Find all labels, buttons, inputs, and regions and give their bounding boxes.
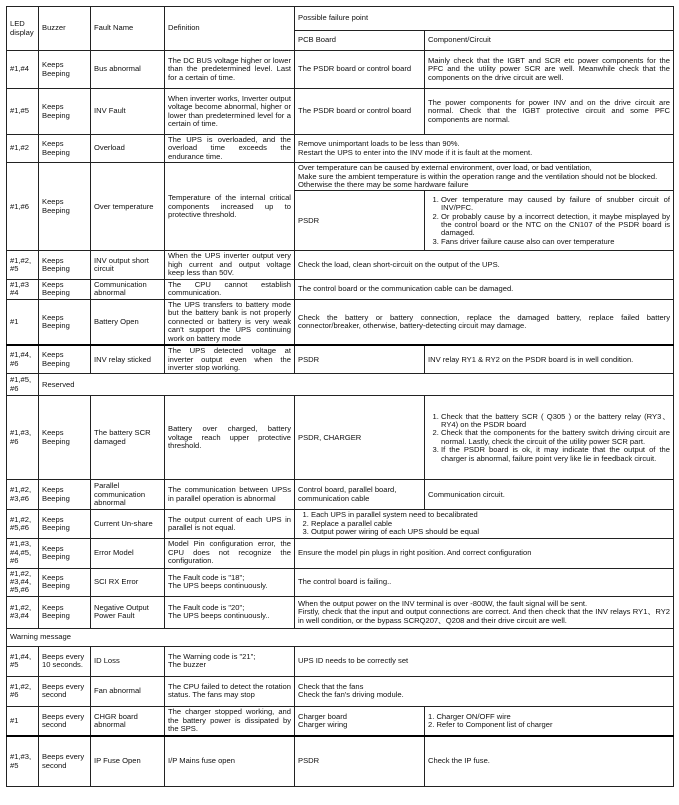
reserved-cell: Reserved — [39, 374, 674, 396]
table-row — [7, 480, 674, 510]
remedy-cell: The control board is failing.. — [295, 568, 674, 596]
led-cell: #1 — [7, 299, 39, 345]
buzzer-cell: Keeps Beeping — [39, 89, 91, 135]
remedy-list — [298, 511, 670, 536]
table-row — [7, 646, 674, 676]
component-list — [428, 196, 670, 246]
buzzer-cell: Beeps every 10 seconds. — [39, 646, 91, 676]
definition-cell: The Warning code is "21"; The buzzer — [165, 646, 295, 676]
buzzer-cell: Keeps Beeping — [39, 251, 91, 279]
table-row — [7, 736, 674, 786]
table-row — [7, 374, 674, 396]
buzzer-cell: Beeps every second — [39, 706, 91, 736]
pcb-cell: PSDR — [295, 736, 425, 786]
definition-cell: The output current of each UPS in parallel is not equal. — [165, 510, 295, 538]
fault-name-cell: Negative Output Power Fault — [91, 596, 165, 628]
list-item: 1. Each UPS in parallel system need to becalibrated — [311, 511, 670, 519]
component-cell: Check the IP fuse. — [425, 736, 674, 786]
list-item: 2. Or probably cause by a incorrect detection, it maybe misplayed by the control board or the NTC on the CN107 of the PSDR board is damaged. — [441, 213, 670, 238]
remedy-cell: Check the battery or battery connection, replace the damaged battery, replace failed battery connector/breaker, otherwise, battery-detecting circuit may damage. — [295, 299, 674, 345]
component-cell — [425, 396, 674, 480]
led-cell: #1,#2, #3,#4 — [7, 596, 39, 628]
component-list — [428, 413, 670, 463]
remedy-cell: When the output power on the INV terminal is over -800W, the fault signal will be sent. Firstly, check that the input and output connections are correct. And then check that the INV relays RY1、RY2 in well condition, or the bypass SCRQ207、Q208 and their drive circuit are well. — [295, 596, 674, 628]
pcb-cell: Control board, parallel board, communication cable — [295, 480, 425, 510]
definition-cell: The DC BUS voltage higher or lower than the predetermined level. Last for a certain of time. — [165, 51, 295, 89]
list-item: 2. Replace a parallel cable — [311, 520, 670, 528]
definition-cell: The communication between UPSs in parallel operation is abnormal — [165, 480, 295, 510]
definition-cell: Battery over charged, battery voltage reach upper protective threshold. — [165, 396, 295, 480]
pcb-cell: The PSDR board or control board — [295, 51, 425, 89]
definition-cell: The UPS is overloaded, and the overload time exceeds the endurance time. — [165, 135, 295, 163]
header-led: LED display — [7, 7, 39, 51]
table-row — [7, 299, 674, 345]
table-row — [7, 279, 674, 299]
header-pcb-board: PCB Board — [295, 31, 425, 51]
remedy-cell: Remove unimportant loads to be less than 90%. Restart the UPS to enter into the INV mode if it is fault at the moment. — [295, 135, 674, 163]
header-component-circuit: Component/Circuit — [425, 31, 674, 51]
section-title-row — [7, 628, 674, 646]
buzzer-cell: Keeps Beeping — [39, 568, 91, 596]
definition-cell: The UPS detected voltage at inverter output even when the inverter stop working. — [165, 345, 295, 374]
fault-code-table — [6, 6, 674, 787]
led-cell: #1,#4 — [7, 51, 39, 89]
component-cell: Mainly check that the IGBT and SCR etc power components for the PFC and the utility power SCR are well. Meanwhile check that the components on the drive circuit are well. — [425, 51, 674, 89]
list-item: 3. If the PSDR board is ok, it may indicate that the output of the charger is abnormal, failure point very like lie in feedback circuit. — [441, 446, 670, 463]
header-row — [7, 7, 674, 31]
definition-cell: The UPS transfers to battery mode but the battery bank is not properly connected or battery is very weak can't support the UPS continuing work on battery mode — [165, 299, 295, 345]
pcb-cell: The PSDR board or control board — [295, 89, 425, 135]
component-cell — [425, 191, 674, 251]
definition-cell: The Fault code is "18"; The UPS beeps continuously. — [165, 568, 295, 596]
buzzer-cell: Keeps Beeping — [39, 51, 91, 89]
led-cell: #1,#3 #4 — [7, 279, 39, 299]
buzzer-cell: Keeps Beeping — [39, 345, 91, 374]
remedy-cell: UPS ID needs to be correctly set — [295, 646, 674, 676]
remedy-cell: Over temperature can be caused by external environment, over load, or bad ventilation, Make sure the ambient temperature is within the operation range and the ventilation should not be blocked. Otherwise the there may be some hardware failure — [295, 163, 674, 191]
definition-cell: The CPU cannot establish communication. — [165, 279, 295, 299]
table-row — [7, 89, 674, 135]
led-cell: #1,#4, #6 — [7, 345, 39, 374]
definition-cell: The CPU failed to detect the rotation status. The fans may stop — [165, 676, 295, 706]
fault-name-cell: Parallel communication abnormal — [91, 480, 165, 510]
table-row — [7, 135, 674, 163]
fault-name-cell: CHGR board abnormal — [91, 706, 165, 736]
fault-name-cell: IP Fuse Open — [91, 736, 165, 786]
pcb-cell: Charger board Charger wiring — [295, 706, 425, 736]
table-row — [7, 596, 674, 628]
component-cell: INV relay RY1 & RY2 on the PSDR board is in well condition. — [425, 345, 674, 374]
table-row — [7, 163, 674, 191]
table-row — [7, 706, 674, 736]
warning-message-title: Warning message — [7, 628, 674, 646]
definition-cell: Model Pin configuration error, the CPU does not recognize the configuration. — [165, 538, 295, 568]
buzzer-cell: Keeps Beeping — [39, 299, 91, 345]
component-cell: 1. Charger ON/OFF wire 2. Refer to Component list of charger — [425, 706, 674, 736]
table-row — [7, 51, 674, 89]
fault-name-cell: Over temperature — [91, 163, 165, 251]
led-cell: #1,#5 — [7, 89, 39, 135]
fault-name-cell: Bus abnormal — [91, 51, 165, 89]
definition-cell: The charger stopped working, and the battery power is dissipated by the SPS. — [165, 706, 295, 736]
table-row — [7, 510, 674, 538]
pcb-cell: PSDR, CHARGER — [295, 396, 425, 480]
definition-cell: When the UPS inverter output very high current and output voltage keep less than 50V. — [165, 251, 295, 279]
led-cell: #1,#3, #4,#5, #6 — [7, 538, 39, 568]
table-row — [7, 396, 674, 480]
remedy-cell: Ensure the model pin plugs in right position. And correct configuration — [295, 538, 674, 568]
led-cell: #1,#2 — [7, 135, 39, 163]
remedy-cell: Check the load, clean short-circuit on the output of the UPS. — [295, 251, 674, 279]
led-cell: #1,#2, #6 — [7, 676, 39, 706]
header-possible-failure: Possible failure point — [295, 7, 674, 31]
fault-name-cell: INV Fault — [91, 89, 165, 135]
fault-name-cell: Fan abnormal — [91, 676, 165, 706]
remedy-cell: The control board or the communication cable can be damaged. — [295, 279, 674, 299]
fault-name-cell: SCI RX Error — [91, 568, 165, 596]
list-item: 3. Output power wiring of each UPS should be equal — [311, 528, 670, 536]
fault-name-cell: Error Model — [91, 538, 165, 568]
fault-name-cell: The battery SCR damaged — [91, 396, 165, 480]
buzzer-cell: Keeps Beeping — [39, 480, 91, 510]
fault-name-cell: Communication abnormal — [91, 279, 165, 299]
list-item: 2. Check that the components for the battery switch driving circuit are normal. Lastly, check the circuit of the utility power SCR part. — [441, 429, 670, 446]
led-cell: #1,#6 — [7, 163, 39, 251]
component-cell: Communication circuit. — [425, 480, 674, 510]
header-definition: Definition — [165, 7, 295, 51]
led-cell: #1 — [7, 706, 39, 736]
table-row — [7, 251, 674, 279]
definition-cell: The Fault code is "20"; The UPS beeps continuously.. — [165, 596, 295, 628]
fault-name-cell: Current Un-share — [91, 510, 165, 538]
led-cell: #1,#3, #5 — [7, 736, 39, 786]
led-cell: #1,#4, #5 — [7, 646, 39, 676]
table-row — [7, 568, 674, 596]
table-row — [7, 538, 674, 568]
table-row — [7, 345, 674, 374]
led-cell: #1,#2, #3,#4, #5,#6 — [7, 568, 39, 596]
led-cell: #1,#3, #6 — [7, 396, 39, 480]
list-item: 1. Check that the battery SCR ( Q305 ) or the battery relay (RY3、RY4) on the PSDR board — [441, 413, 670, 430]
table-row — [7, 676, 674, 706]
pcb-cell: PSDR — [295, 191, 425, 251]
fault-name-cell: Battery Open — [91, 299, 165, 345]
led-cell: #1,#5, #6 — [7, 374, 39, 396]
definition-cell: Temperature of the internal critical components increased up to protective threshold. — [165, 163, 295, 251]
header-fault-name: Fault Name — [91, 7, 165, 51]
buzzer-cell: Keeps Beeping — [39, 163, 91, 251]
buzzer-cell: Beeps every second — [39, 676, 91, 706]
header-buzzer: Buzzer — [39, 7, 91, 51]
buzzer-cell: Keeps Beeping — [39, 596, 91, 628]
remedy-cell — [295, 510, 674, 538]
buzzer-cell: Keeps Beeping — [39, 135, 91, 163]
buzzer-cell: Keeps Beeping — [39, 538, 91, 568]
led-cell: #1,#2, #5 — [7, 251, 39, 279]
fault-name-cell: Overload — [91, 135, 165, 163]
pcb-cell: PSDR — [295, 345, 425, 374]
buzzer-cell: Keeps Beeping — [39, 396, 91, 480]
definition-cell: I/P Mains fuse open — [165, 736, 295, 786]
buzzer-cell: Keeps Beeping — [39, 279, 91, 299]
definition-cell: When inverter works, Inverter output voltage become abnormal, higher or lower than predetermined level for a certain of time. — [165, 89, 295, 135]
led-cell: #1,#2, #5,#6 — [7, 510, 39, 538]
buzzer-cell: Keeps Beeping — [39, 510, 91, 538]
fault-name-cell: ID Loss — [91, 646, 165, 676]
buzzer-cell: Beeps every second — [39, 736, 91, 786]
fault-name-cell: INV output short circuit — [91, 251, 165, 279]
component-cell: The power components for power INV and on the drive circuit are normal. Check that the IGBT protective circuit and some PFC components are normal. — [425, 89, 674, 135]
fault-name-cell: INV relay sticked — [91, 345, 165, 374]
led-cell: #1,#2, #3,#6 — [7, 480, 39, 510]
remedy-cell: Check that the fans Check the fan's driving module. — [295, 676, 674, 706]
list-item: 1. Over temperature may caused by failure of snubber circuit of INV/PFC. — [441, 196, 670, 213]
list-item: 3. Fans driver failure cause also can over temperature — [441, 238, 670, 246]
